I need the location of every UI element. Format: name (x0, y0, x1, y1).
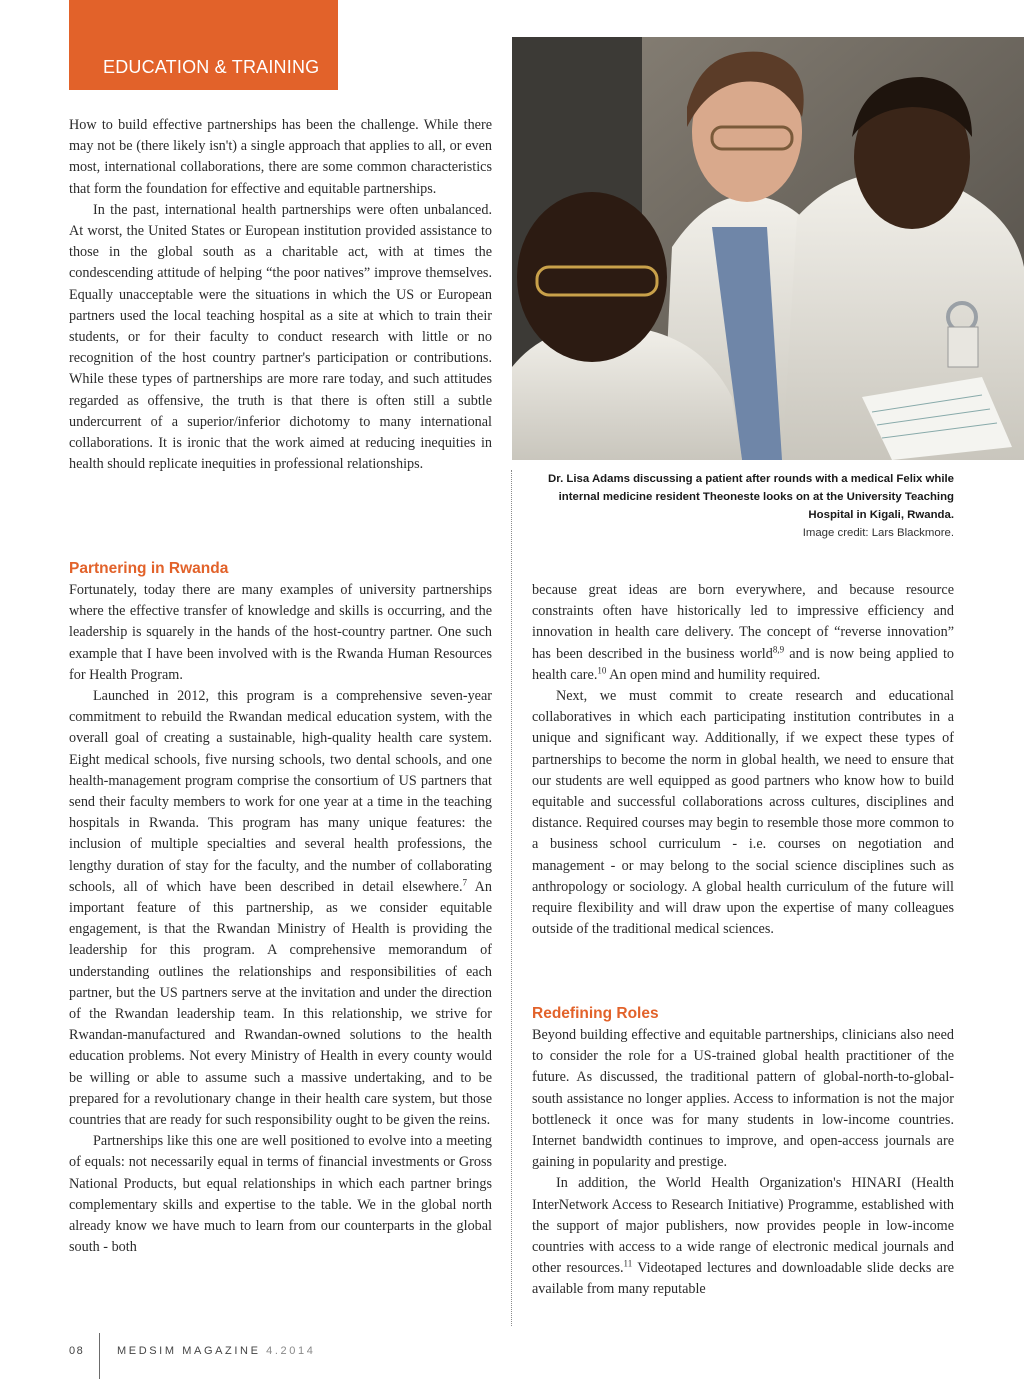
article-photo (512, 37, 1024, 460)
roles-paragraph-1: Beyond building effective and equitable partnerships, clinicians also need to consider the role for a US-trained global health practitioner of the future. As discussed, the traditional pattern of global-north-to-global-south assistance no longer applies. Access to information is not the major bottleneck it once was for many students in low-income countries. Internet bandwidth continues to improve, and open-access journals are gaining in popularity and prestige. (532, 1027, 954, 1171)
image-credit: Image credit: Lars Blackmore. (802, 527, 954, 539)
partnering-paragraph-2: Launched in 2012, this program is a comprehensive seven-year commitment to rebuild the Rwandan medical education system, with the overall goal of creating a sustainable, high-quality health care system. Eight medical schools, five nursing schools, two dental schools, and one health-management program comprise the consortium of US partners that send their faculty members to work for one year at a time in the teaching hospitals in Rwanda. This program has many unique features: the inclusion of multiple specialties and several health professions, the lengthy duration of stay for the faculty, and the number of collaborating schools, all of which have been described in detail elsewhere.$^7$ An important feature of this partnership, as we consider equitable engagement, is that the Rwandan Ministry of Health is providing the leadership for this program. A comprehensive memorandum of understanding outlines the relationships and responsibilities of each partner, but the US partners serve at the invitation and under the direction of the Rwandan leadership team. In this relationship, we strive for Rwandan-manufactured and Rwandan-owned solutions to the health education problems. Not every Ministry of Health in every county would be willing or able to assume such a massive undertaking, and to be prepared for a revolutionary change in their health care system, but those countries that are ready for such responsibility ought to be given the reins. (69, 688, 492, 1129)
magazine-issue: 4.2014 (266, 1345, 316, 1357)
reference-7: 7 (462, 877, 467, 888)
caption-text: Dr. Lisa Adams discussing a patient after rounds with a medical Felix while internal medicine resident Theoneste looks on at the University Teaching Hospital in Kigali, Rwanda. (548, 473, 954, 521)
footer-divider (99, 1333, 100, 1379)
intro-paragraph-1: How to build effective partnerships has been the challenge. While there may not be (there likely isn't) a single approach that applies to all, or even most, international collaborations, there are some common characteristics that form the foundation for effective and equitable partnerships. (69, 117, 492, 197)
partnering-paragraph-1: Fortunately, today there are many examples of university partnerships where the effective transfer of knowledge and skills is occurring, and the leadership is squarely in the hands of the host-country partner. One such example that I have been involved with is the Rwanda Human Resources for Health Program. (69, 582, 492, 683)
intro-text (69, 115, 492, 475)
partnering-paragraph-3: Partnerships like this one are well positioned to evolve into a meeting of equals: not necessarily equal in terms of financial investments or Gross National Products, but equal relationships in which each partner brings complementary skills and expertise to the table. We in the global north already know we have much to learn from our counterparts in the global south - both (69, 1133, 492, 1256)
collaboratives-paragraph: Next, we must commit to create research and educational collaboratives in which each participating institution contributes in a unique and significant way. Additionally, if we expect these types of partnerships to become the norm in global health, we need to ensure that our students are well equipped as good partners who know how to build equitable and successful collaborations across cultures, disciplines and distance. Required courses may begin to resemble those more common to a business school curriculum - i.e. courses on negotiation and management - or may belong to the social science disciplines such as anthropology or sociology. A global health curriculum of the future will require flexibility and will draw upon the expertise of many colleagues outside of the traditional medical sciences. (532, 688, 954, 938)
section-redefining-roles (532, 1003, 954, 1301)
magazine-name: MEDSIM MAGAZINE (117, 1345, 261, 1357)
page-number: 08 (69, 1345, 85, 1357)
reference-11: 11 (623, 1258, 633, 1269)
intro-paragraph-2: In the past, international health partnerships were often unbalanced. At worst, the United States or European institution provided assistance to those in the global south as a charitable act, with at times the condescending attitude of helping “the poor natives” improve themselves. Equally unacceptable were the situations in which the US or European partners used the local teaching hospital as a site at which to train their students, or for their faculty to conduct research with little or no recognition of the host country partner's participation or contributions. While these types of partnerships are more rare today, and such attitudes regarded as offensive, the truth is that there is often still a subtle undercurrent of a superior/inferior dichotomy to many international collaborations. It is ironic that the work aimed at reducing inequities in health should replicate inequities in professional relationships. (69, 201, 492, 473)
section-tab (69, 0, 338, 90)
heading-redefining-roles: Redefining Roles (532, 1005, 659, 1022)
reference-10: 10 (597, 665, 607, 676)
photo-illustration (512, 37, 1024, 460)
section-partnering (69, 558, 492, 1259)
heading-partnering-in-rwanda: Partnering in Rwanda (69, 560, 229, 577)
magazine-footer (117, 1345, 315, 1357)
continuation-paragraph: because great ideas are born everywhere, and because resource constraints often have historically led to impressive efficiency and innovation in health care delivery. The concept of “reverse innovation” has been described in the business world$^{8,9}$ and is now being applied to health care.$^{10}$ An open mind and humility required. (532, 582, 954, 683)
column-divider (511, 470, 512, 1326)
photo-caption (540, 470, 954, 542)
reference-8-9: 8,9 (772, 643, 785, 654)
section-label: EDUCATION & TRAINING (103, 57, 320, 77)
right-column-text (532, 580, 954, 940)
roles-paragraph-2: In addition, the World Health Organization's HINARI (Health InterNetwork Access to Research Initiative) Programme, established with the support of major publishers, now provides people in low-income countries with access to a wide range of electronic medical journals and other resources.$^{11}$ Videotaped lectures and downloadable slide decks are available from many reputable (532, 1175, 954, 1298)
